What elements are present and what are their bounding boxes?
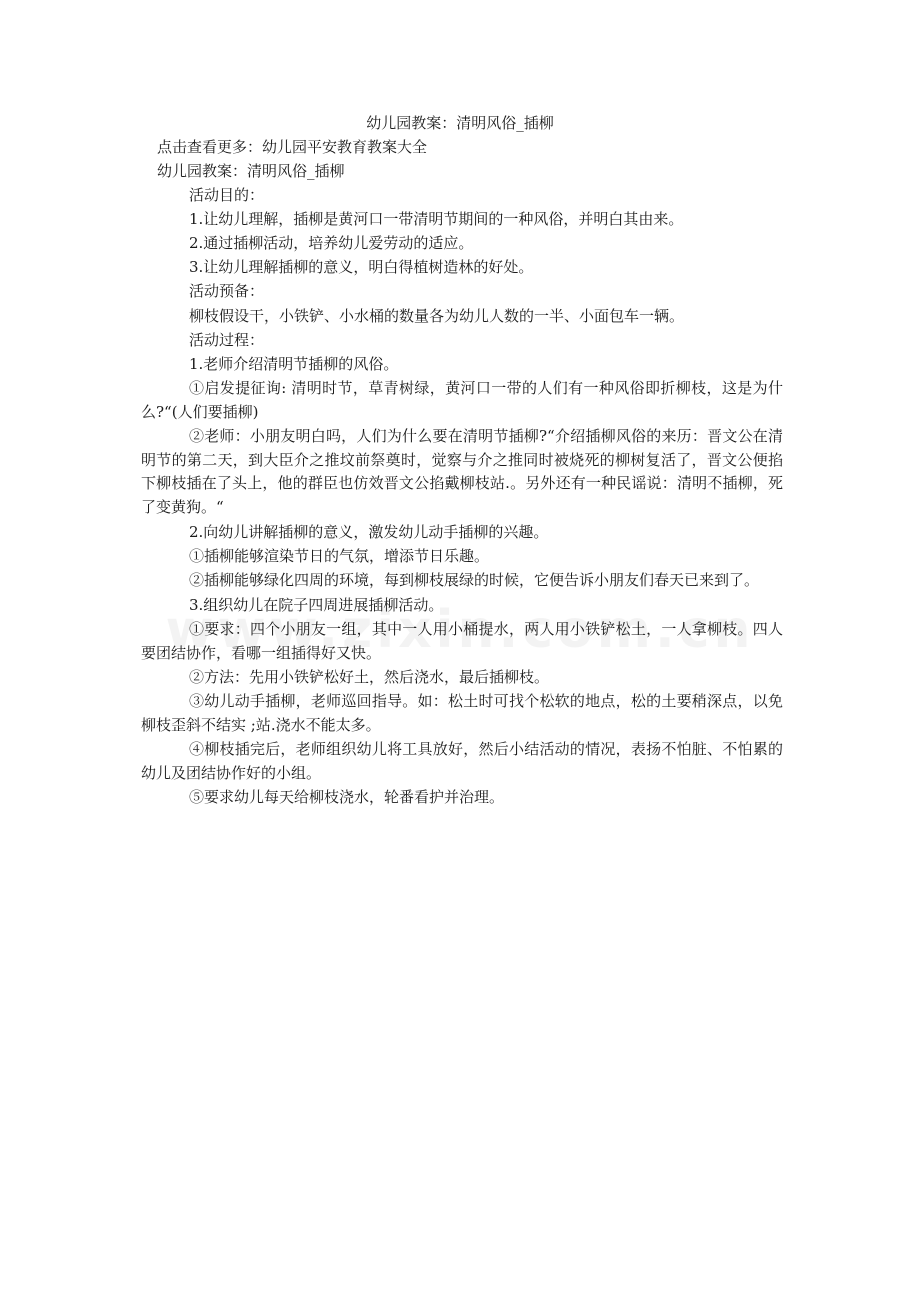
process-paragraph: ④柳枝插完后，老师组织幼儿将工具放好，然后小结活动的情况，表扬不怕脏、不怕累的幼儿及团结协作好的小组。	[141, 740, 783, 782]
preparation-text: 柳枝假设干，小铁铲、小水桶的数量各为幼儿人数的一半、小面包车一辆。	[189, 307, 685, 325]
process-paragraph: ③幼儿动手插柳，老师巡回指导。如：松土时可找个松软的地点，松的土要稍深点，以免柳枝歪斜不结实 ;站.浇水不能太多。	[141, 692, 783, 734]
goal-item: 1.让幼儿理解，插柳是黄河口一带清明节期间的一种风俗，并明白其由来。	[189, 210, 684, 228]
section-heading-goals: 活动目的：	[189, 186, 265, 204]
more-link[interactable]: 点击查看更多：幼儿园平安教育教案大全	[157, 138, 428, 156]
process-item: ①插柳能够渲染节日的气氛，增添节日乐趣。	[189, 547, 490, 565]
process-item: ⑤要求幼儿每天给柳枝浇水，轮番看护并治理。	[189, 788, 505, 806]
process-step: 3.组织幼儿在院子四周进展插柳活动。	[189, 596, 444, 614]
section-heading-process: 活动过程：	[189, 331, 265, 349]
process-paragraph: ①要求：四个小朋友一组，其中一人用小桶提水，两人用小铁铲松土，一人拿柳枝。四人要团结协作，看哪一组插得好又快。	[141, 620, 783, 662]
process-item: ②插柳能够绿化四周的环境，每到柳枝展绿的时候，它便告诉小朋友们春天已来到了。	[189, 571, 760, 589]
goal-item: 2.通过插柳活动，培养幼儿爱劳动的适应。	[189, 234, 474, 252]
process-paragraph: ②老师：小朋友明白吗，人们为什么要在清明节插柳?“介绍插柳风俗的来历：晋文公在清明节的第二天，到大臣介之推坟前祭奠时，觉察与介之推同时被烧死的柳树复活了，晋文公便掐下柳枝插在了头上，他的群臣也仿效晋文公掐戴柳枝站.。另外还有一种民谣说：清明不插柳，死了变黄狗。“	[141, 427, 783, 516]
goal-item: 3.让幼儿理解插柳的意义，明白得植树造林的好处。	[189, 258, 534, 276]
process-item: ②方法：先用小铁铲松好土，然后浇水，最后插柳枝。	[189, 668, 550, 686]
process-paragraph: ①启发提征询: 清明时节，草青树绿，黄河口一带的人们有一种风俗即折柳枝，这是为什么?“(人们要插柳)	[141, 379, 783, 421]
section-heading-preparation: 活动预备：	[189, 282, 265, 300]
process-step: 2.向幼儿讲解插柳的意义，激发幼儿动手插柳的兴趣。	[189, 523, 549, 541]
document-title: 幼儿园教案：清明风俗_插柳	[366, 114, 554, 132]
document-subtitle: 幼儿园教案：清明风俗_插柳	[157, 162, 345, 180]
process-step: 1.老师介绍清明节插柳的风俗。	[189, 355, 399, 373]
